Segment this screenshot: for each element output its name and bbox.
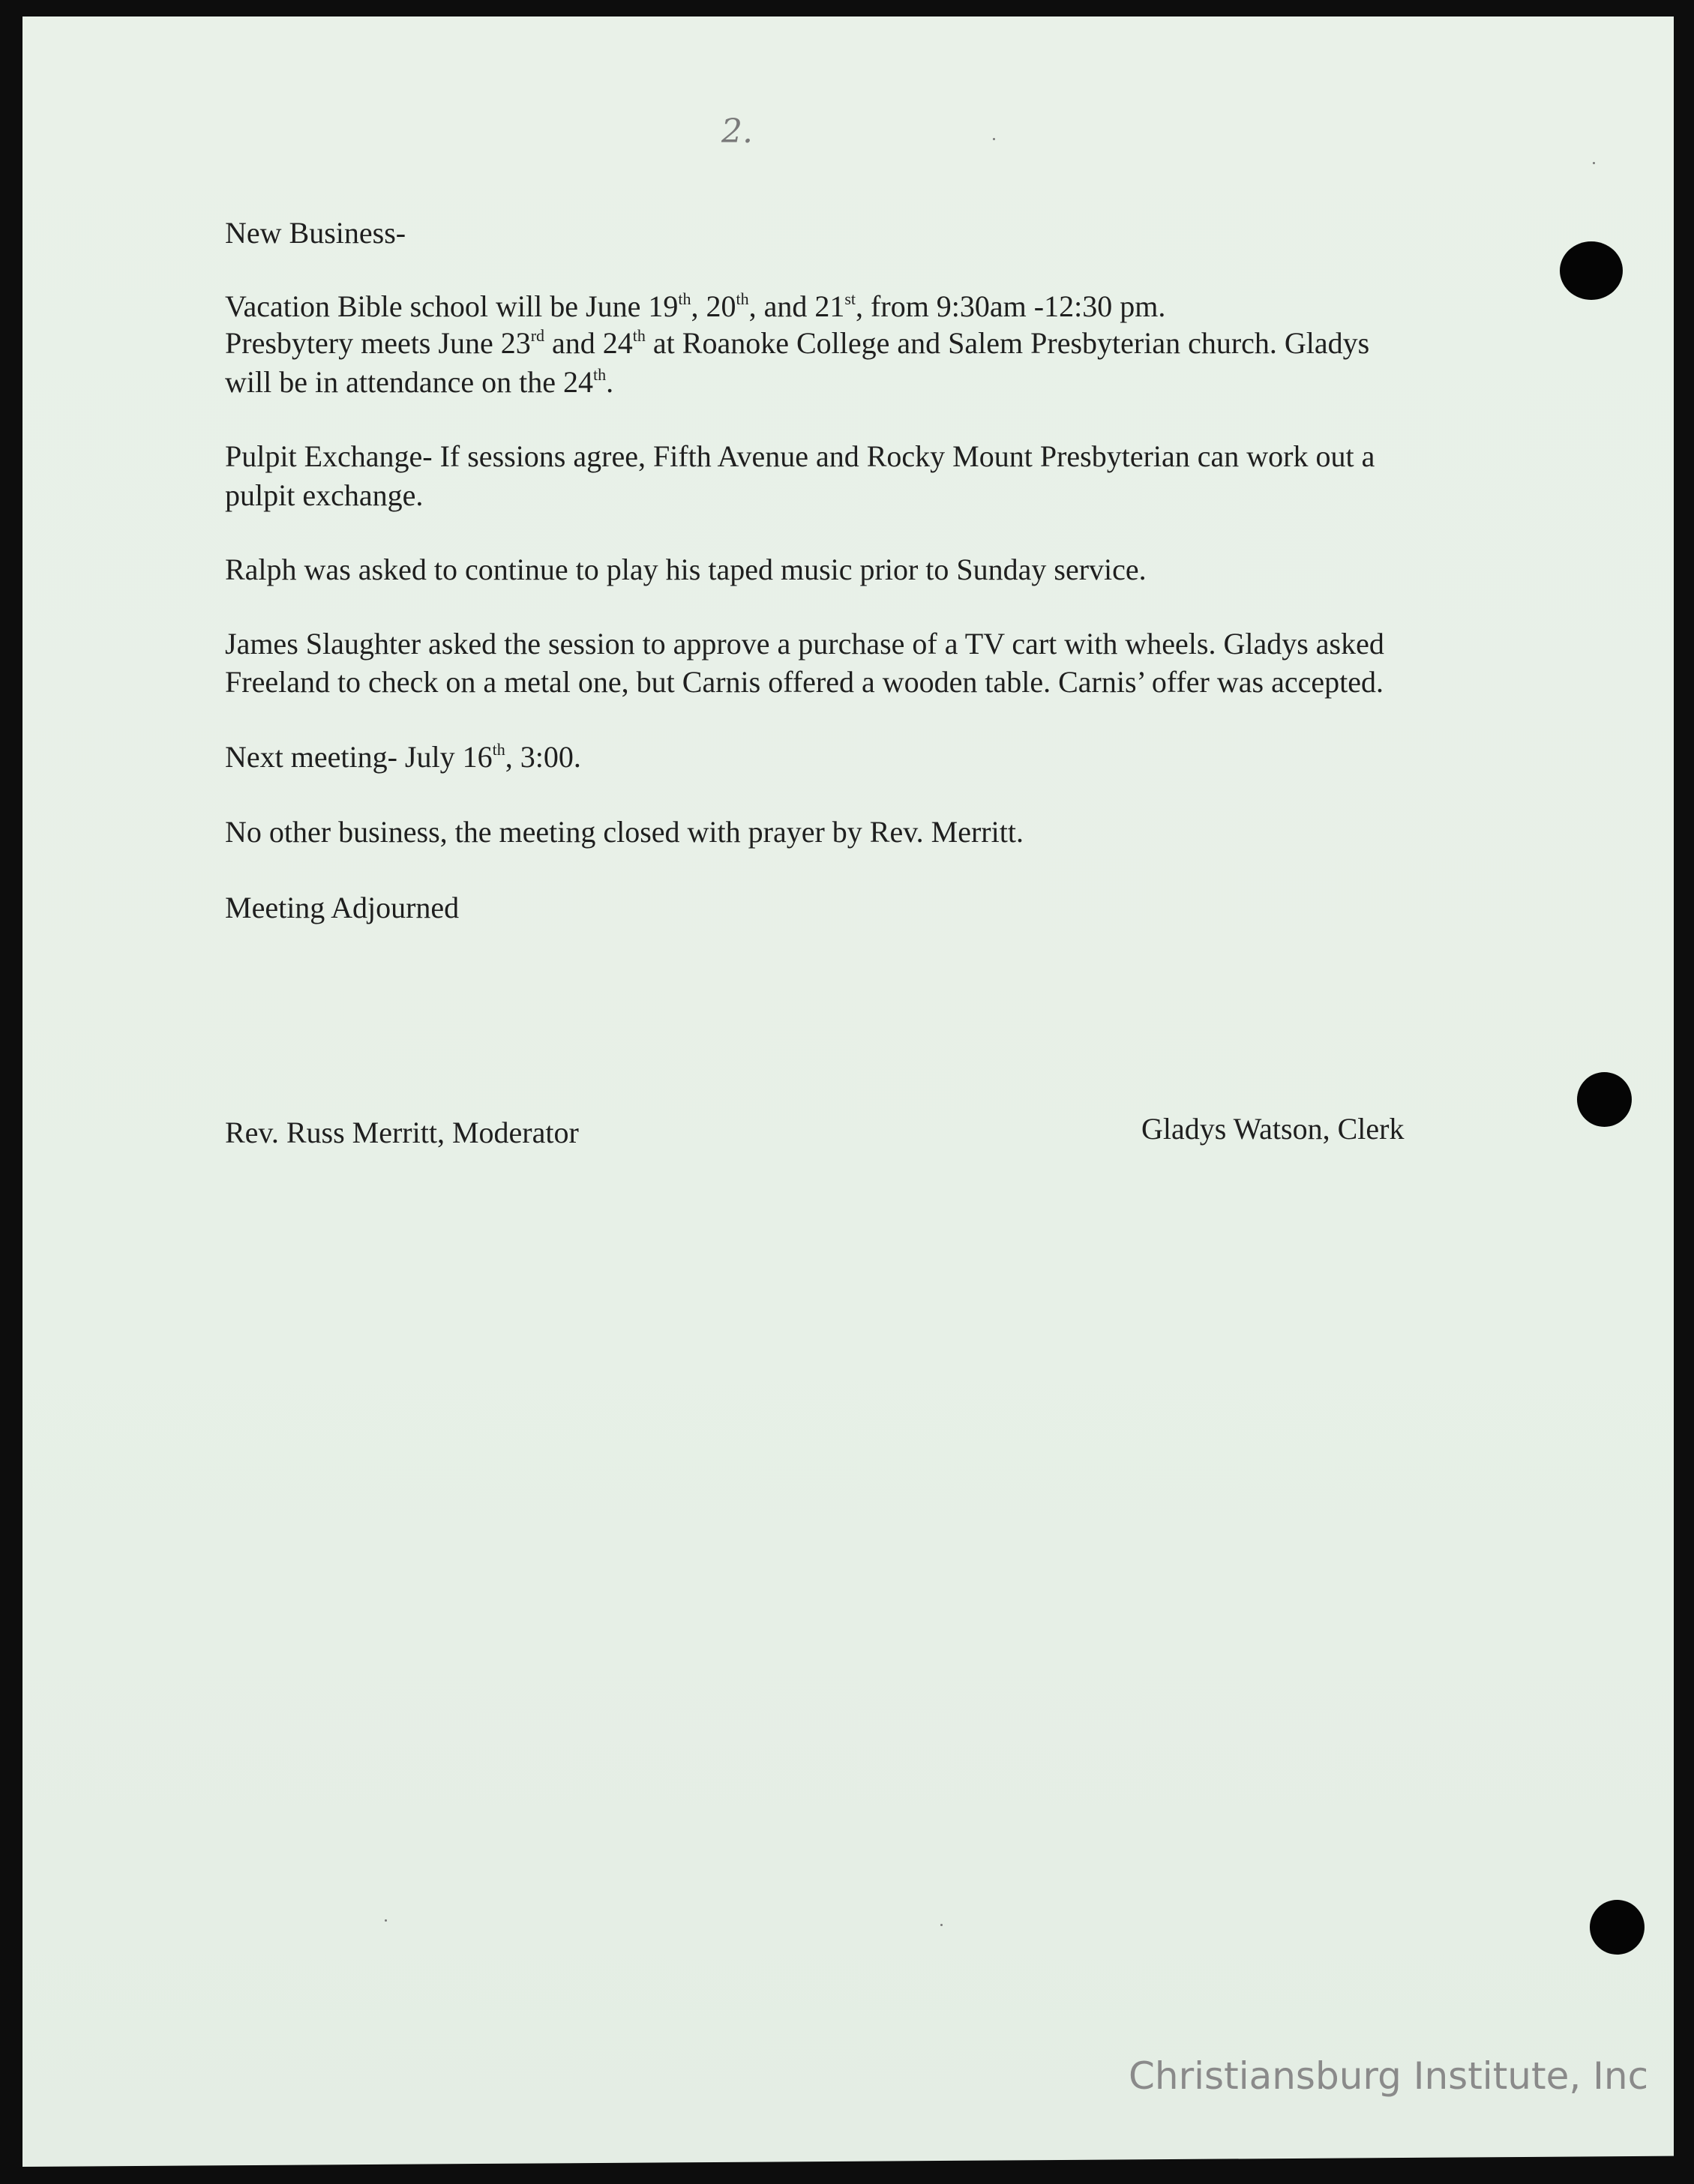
ralph-paragraph: Ralph was asked to continue to play his taped music prior to Sunday service. [225,553,1147,586]
vbs-text-4: , from 9:30am -12:30 pm. [856,289,1166,323]
presbytery-sup-2: th [632,326,646,345]
presbytery-text-2: and 24 [544,326,633,360]
scan-speck [385,1919,387,1922]
next-meeting-sup: th [492,740,505,759]
vbs-text-2: , 20 [691,289,736,323]
adjourned-line: Meeting Adjourned [225,891,460,924]
james-line-2: Freeland to check on a metal one, but Carnis offered a wooden table. Carnis’ offer was accepted. [225,665,1384,699]
binder-hole-bottom [1590,1900,1645,1955]
next-meeting-text-1: Next meeting- July 16 [225,740,493,774]
binder-hole-top [1560,241,1623,300]
clerk-signature: Gladys Watson, Clerk [1141,1112,1405,1146]
next-meeting-text-2: , 3:00. [505,740,581,774]
scan-speck [940,1924,943,1926]
vbs-line [225,288,1165,325]
watermark: Christiansburg Institute, Inc [1129,2054,1649,2098]
presbytery-text-5: . [606,365,614,399]
scan-speck [993,138,995,140]
presbytery-text-3: at Roanoke College and Salem Presbyterian church. Gladys [645,326,1370,360]
page-number: 2. [721,112,753,151]
moderator-signature: Rev. Russ Merritt, Moderator [225,1116,579,1149]
presbytery-text-4: will be in attendance on the 24 [225,365,593,399]
vbs-text-1: Vacation Bible school will be June 19 [225,289,679,323]
vbs-sup-3: st [844,289,856,308]
presbytery-sup-3: th [592,365,607,384]
presbytery-text-1: Presbytery meets June 23 [225,326,531,360]
james-line-1: James Slaughter asked the session to approve a purchase of a TV cart with wheels. Gladys asked [225,627,1384,661]
presbytery-line-2 [225,364,613,401]
binder-hole-middle [1577,1072,1632,1127]
pulpit-line-2: pulpit exchange. [225,478,424,512]
scan-speck [1593,162,1595,164]
vbs-text-3: , and 21 [748,289,845,323]
vbs-sup-1: th [678,289,691,308]
closing-paragraph: No other business, the meeting closed with prayer by Rev. Merritt. [225,815,1024,849]
next-meeting-line [225,738,581,776]
presbytery-sup-1: rd [530,326,545,345]
section-heading: New Business- [225,216,406,250]
presbytery-line-1 [225,325,1369,362]
pulpit-line-1: Pulpit Exchange- If sessions agree, Fifth Avenue and Rocky Mount Presbyterian can work out a [225,439,1375,473]
vbs-sup-2: th [736,289,749,308]
